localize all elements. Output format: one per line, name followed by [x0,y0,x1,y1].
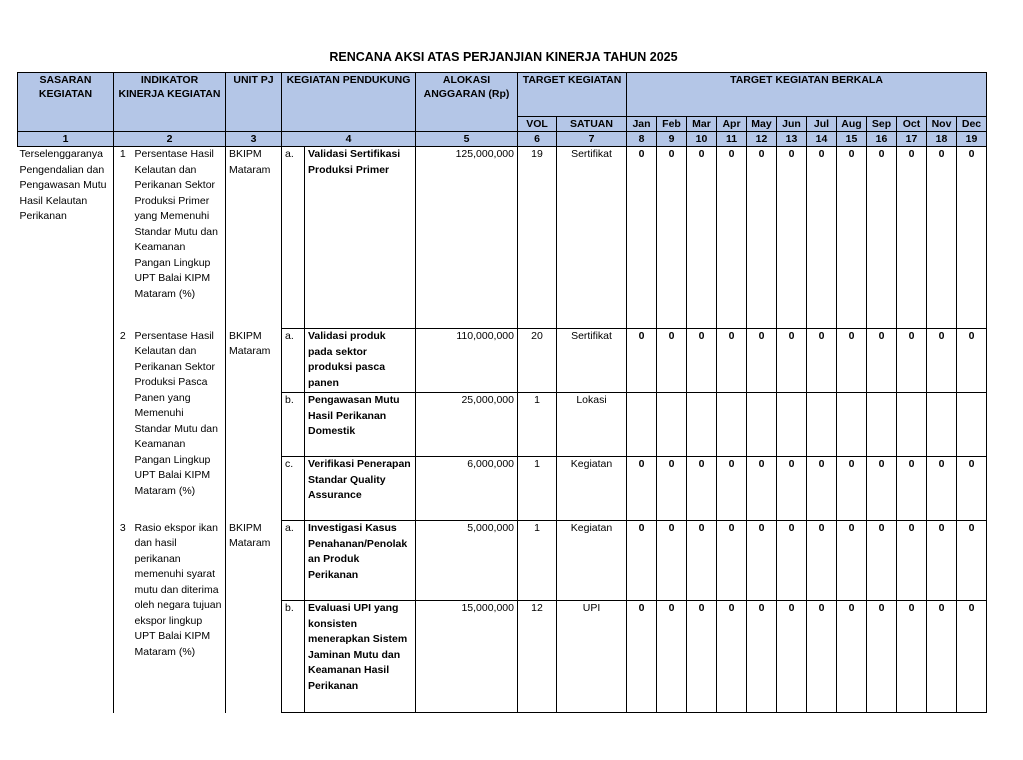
month-header: Apr [717,117,747,132]
monthly-target: 0 [717,147,747,329]
col-number: 4 [282,132,416,147]
monthly-target: 0 [627,329,657,393]
monthly-target: 0 [747,521,777,601]
monthly-target: 0 [807,457,837,521]
indicator-number: 1 [114,147,132,329]
activity-name: Validasi produk pada sektor produksi pasca panen [305,329,416,393]
monthly-target: 0 [777,521,807,601]
vol-value: 1 [518,521,557,601]
monthly-target: 0 [897,457,927,521]
monthly-target: 0 [837,457,867,521]
month-header: Aug [837,117,867,132]
alokasi-value: 110,000,000 [416,329,518,393]
col-number: 5 [416,132,518,147]
vol-value: 1 [518,457,557,521]
activity-letter: c. [282,457,305,521]
activity-letter: a. [282,147,305,329]
monthly-target: 0 [627,521,657,601]
monthly-target [897,393,927,457]
monthly-target [867,393,897,457]
monthly-target: 0 [687,601,717,713]
unit-pj: BKIPM Mataram [226,147,282,329]
monthly-target: 0 [897,147,927,329]
header-kegiatan: KEGIATAN PENDUKUNG [282,73,416,132]
monthly-target: 0 [657,521,687,601]
monthly-target [627,393,657,457]
alokasi-value: 6,000,000 [416,457,518,521]
satuan-value: Kegiatan [557,521,627,601]
alokasi-value: 15,000,000 [416,601,518,713]
alokasi-value: 25,000,000 [416,393,518,457]
monthly-target: 0 [897,329,927,393]
monthly-target: 0 [927,457,957,521]
month-header: Nov [927,117,957,132]
monthly-target: 0 [627,601,657,713]
monthly-target: 0 [657,457,687,521]
monthly-target: 0 [927,329,957,393]
month-header: Oct [897,117,927,132]
monthly-target: 0 [867,601,897,713]
monthly-target: 0 [717,457,747,521]
table-row [18,521,987,601]
col-number: 13 [777,132,807,147]
col-number: 6 [518,132,557,147]
activity-name: Pengawasan Mutu Hasil Perikanan Domestik [305,393,416,457]
document-title: RENCANA AKSI ATAS PERJANJIAN KINERJA TAHUN 2025 [329,50,678,64]
vol-value: 12 [518,601,557,713]
col-number: 3 [226,132,282,147]
monthly-target: 0 [657,329,687,393]
month-header: May [747,117,777,132]
col-number: 12 [747,132,777,147]
activity-letter: b. [282,601,305,713]
monthly-target: 0 [687,457,717,521]
activity-name: Investigasi Kasus Penahanan/Penolakan Produk Perikanan [305,521,416,601]
indicator-text: Rasio ekspor ikan dan hasil perikanan memenuhi syarat mutu dan diterima oleh negara tujuan ekspor lingkup UPT Balai KIPM Mataram (%) [132,521,226,713]
col-number: 11 [717,132,747,147]
monthly-target [657,393,687,457]
col-number: 19 [957,132,987,147]
col-number: 7 [557,132,627,147]
indicator-text: Persentase Hasil Kelautan dan Perikanan Sektor Produksi Primer yang Memenuhi Standar Mutu dan Keamanan Pangan Lingkup UPT Balai KIPM Mataram (%) [132,147,226,329]
month-header: Mar [687,117,717,132]
monthly-target: 0 [807,601,837,713]
satuan-value: UPI [557,601,627,713]
monthly-target: 0 [807,147,837,329]
monthly-target: 0 [807,521,837,601]
month-header: Jan [627,117,657,132]
header-berkala: TARGET KEGIATAN BERKALA [627,73,987,117]
monthly-target: 0 [957,457,987,521]
monthly-target: 0 [777,457,807,521]
monthly-target: 0 [657,601,687,713]
monthly-target: 0 [717,521,747,601]
monthly-target [777,393,807,457]
monthly-target: 0 [957,521,987,601]
alokasi-value: 5,000,000 [416,521,518,601]
col-number: 17 [897,132,927,147]
monthly-target [717,393,747,457]
col-number: 16 [867,132,897,147]
indicator-text: Persentase Hasil Kelautan dan Perikanan Sektor Produksi Pasca Panen yang Memenuhi Standar Mutu dan Keamanan Pangan Lingkup UPT Balai KIPM Mataram (%) [132,329,226,521]
column-number-row [18,132,987,147]
col-number: 9 [657,132,687,147]
monthly-target: 0 [747,457,777,521]
col-number: 18 [927,132,957,147]
monthly-target: 0 [867,521,897,601]
activity-letter: a. [282,521,305,601]
monthly-target: 0 [897,601,927,713]
alokasi-value: 125,000,000 [416,147,518,329]
monthly-target: 0 [837,147,867,329]
monthly-target: 0 [747,329,777,393]
vol-value: 19 [518,147,557,329]
monthly-target: 0 [837,601,867,713]
monthly-target: 0 [657,147,687,329]
col-number: 8 [627,132,657,147]
monthly-target: 0 [687,521,717,601]
monthly-target: 0 [927,521,957,601]
monthly-target: 0 [717,601,747,713]
month-header: Jun [777,117,807,132]
table-row [18,329,987,393]
satuan-value: Sertifikat [557,329,627,393]
monthly-target: 0 [867,147,897,329]
header-sasaran: SASARAN KEGIATAN [18,73,114,132]
unit-pj: BKIPM Mataram [226,329,282,521]
satuan-value: Lokasi [557,393,627,457]
monthly-target: 0 [627,147,657,329]
monthly-target: 0 [837,329,867,393]
monthly-target: 0 [747,601,777,713]
monthly-target: 0 [777,601,807,713]
monthly-target: 0 [777,329,807,393]
header-alokasi: ALOKASI ANGGARAN (Rp) [416,73,518,132]
monthly-target: 0 [747,147,777,329]
activity-letter: a. [282,329,305,393]
header-target: TARGET KEGIATAN [518,73,627,117]
monthly-target: 0 [867,329,897,393]
monthly-target [807,393,837,457]
header-indikator: INDIKATOR KINERJA KEGIATAN [114,73,226,132]
header-unit: UNIT PJ [226,73,282,132]
monthly-target: 0 [837,521,867,601]
unit-pj: BKIPM Mataram [226,521,282,713]
month-header: Dec [957,117,987,132]
monthly-target: 0 [867,457,897,521]
monthly-target: 0 [627,457,657,521]
monthly-target: 0 [957,329,987,393]
monthly-target: 0 [957,601,987,713]
monthly-target: 0 [717,329,747,393]
header-satuan: SATUAN [557,117,627,132]
satuan-value: Sertifikat [557,147,627,329]
monthly-target [747,393,777,457]
monthly-target: 0 [687,147,717,329]
satuan-value: Kegiatan [557,457,627,521]
month-header: Feb [657,117,687,132]
table-row [18,147,987,329]
sasaran-cell: Terselenggaranya Pengendalian dan Pengawasan Mutu Hasil Kelautan Perikanan [19,148,107,222]
monthly-target [687,393,717,457]
activity-name: Validasi Sertifikasi Produksi Primer [305,147,416,329]
month-header: Sep [867,117,897,132]
activity-name: Evaluasi UPI yang konsisten menerapkan Sistem Jaminan Mutu dan Keamanan Hasil Perikanan [305,601,416,713]
monthly-target: 0 [807,329,837,393]
monthly-target [927,393,957,457]
monthly-target: 0 [777,147,807,329]
monthly-target: 0 [897,521,927,601]
indicator-number: 3 [114,521,132,713]
col-number: 2 [114,132,226,147]
vol-value: 1 [518,393,557,457]
month-header: Jul [807,117,837,132]
col-number: 14 [807,132,837,147]
action-plan-table [17,72,987,713]
col-number: 10 [687,132,717,147]
vol-value: 20 [518,329,557,393]
header-row [18,73,987,117]
monthly-target: 0 [687,329,717,393]
col-number: 15 [837,132,867,147]
monthly-target: 0 [927,147,957,329]
activity-letter: b. [282,393,305,457]
monthly-target [837,393,867,457]
monthly-target: 0 [957,147,987,329]
col-number: 1 [18,132,114,147]
monthly-target: 0 [927,601,957,713]
indicator-number: 2 [114,329,132,521]
monthly-target [957,393,987,457]
activity-name: Verifikasi Penerapan Standar Quality Assurance [305,457,416,521]
header-vol: VOL [518,117,557,132]
